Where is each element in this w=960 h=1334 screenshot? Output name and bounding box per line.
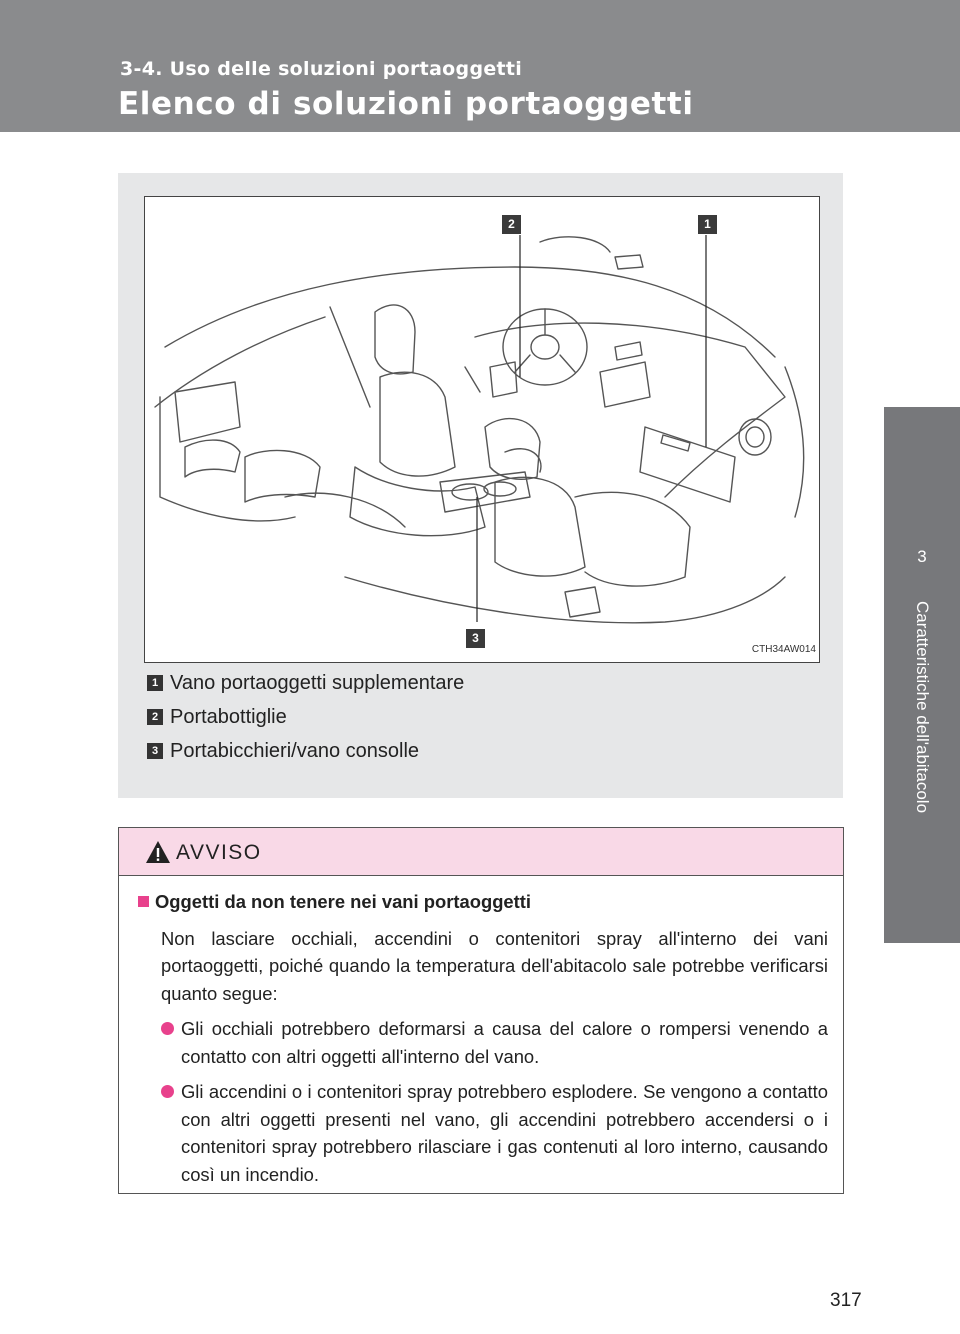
warning-subtitle-text: Oggetti da non tenere nei vani portaoggetti — [155, 891, 532, 912]
figure-code: CTH34AW014 — [751, 644, 816, 655]
warning-bullet — [161, 1015, 828, 1070]
section-title: 3-4. Uso delle soluzioni portaoggetti — [120, 58, 523, 80]
car-interior-illustration — [144, 196, 820, 663]
legend-item — [147, 672, 464, 695]
legend-badge: 1 — [147, 675, 163, 691]
circle-bullet-icon — [161, 1085, 174, 1098]
warning-body — [138, 888, 828, 1188]
warning-icon — [145, 840, 171, 864]
chapter-title: Caratteristiche dell'abitacolo — [913, 600, 932, 814]
page-number: 317 — [830, 1290, 862, 1311]
chapter-number: 3 — [917, 547, 927, 566]
page-header — [0, 0, 960, 132]
warning-bullet — [161, 1078, 828, 1188]
legend-label: Vano portaoggetti supplementare — [170, 672, 465, 694]
page-title: Elenco di soluzioni portaoggetti — [118, 86, 694, 122]
legend-label: Portabicchieri/vano consolle — [170, 740, 420, 762]
warning-subtitle — [138, 888, 828, 916]
car-interior-drawing — [145, 197, 819, 662]
callout-2: 2 — [502, 215, 521, 234]
warning-intro: Non lasciare occhiali, accendini o contenitori spray all'interno dei vani portaoggetti, poiché quando la temperatura dell'abitacolo sale potrebbe verificarsi quanto segue: — [161, 927, 828, 1004]
warning-bullet-text: Gli accendini o i contenitori spray potrebbero esplodere. Se vengono a contatto con altri oggetti presenti nel vano, gli accendini potrebbero accendersi o i contenitori spray potrebbero rilasciare i gas contenuti al loro interno, causando così un incendio. — [181, 1081, 828, 1185]
chapter-tab[interactable] — [884, 407, 960, 943]
callout-1: 1 — [698, 215, 717, 234]
warning-box — [118, 827, 844, 1194]
callout-3: 3 — [466, 629, 485, 648]
legend-item — [147, 740, 419, 763]
warning-label: AVVISO — [176, 841, 262, 864]
warning-bullet-text: Gli occhiali potrebbero deformarsi a causa del calore o rompersi venendo a contatto con altri oggetti all'interno del vano. — [181, 1018, 828, 1067]
warning-header — [119, 828, 843, 876]
legend-label: Portabottiglie — [170, 706, 287, 728]
square-bullet-icon — [138, 896, 149, 907]
legend-badge: 3 — [147, 743, 163, 759]
legend-badge: 2 — [147, 709, 163, 725]
circle-bullet-icon — [161, 1022, 174, 1035]
legend-item — [147, 706, 287, 729]
